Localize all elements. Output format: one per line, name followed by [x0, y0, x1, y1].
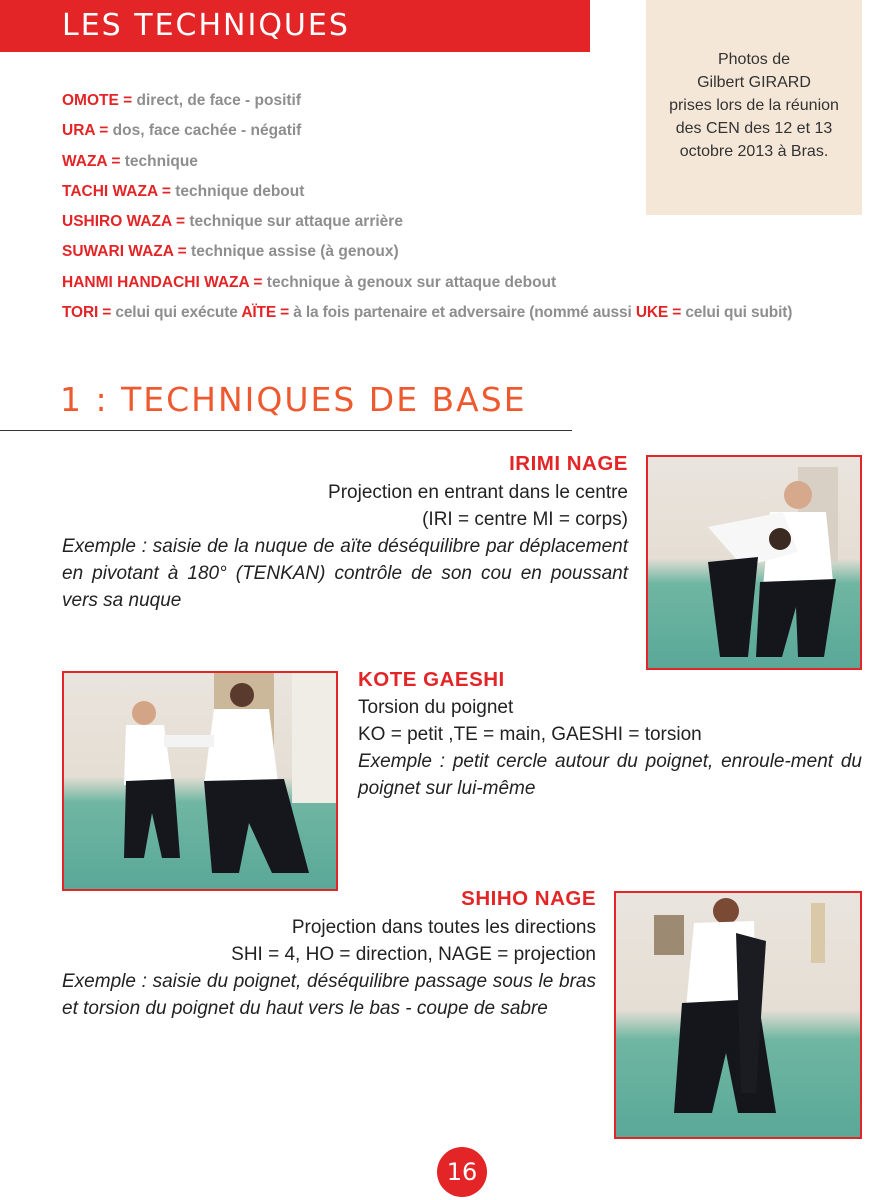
glossary-item — [62, 88, 872, 118]
glossary-definition: technique sur attaque arrière — [185, 213, 403, 231]
technique-translation: Torsion du poignet — [358, 697, 514, 718]
glossary-term: UKE = — [635, 304, 682, 322]
glossary-term: URA = — [62, 122, 109, 140]
section-title: 1 : TECHNIQUES DE BASE — [60, 380, 527, 419]
glossary-item — [62, 118, 872, 148]
page-number-badge: 16 — [437, 1147, 487, 1197]
technique-example: Exemple : saisie de la nuque de aïte déséquilibre par déplacement en pivotant à 180° (TENKAN) contrôle de son cou en poussant vers sa nuque — [62, 536, 628, 611]
glossary-item — [62, 209, 872, 239]
credit-line: octobre 2013 à Bras. — [679, 143, 829, 160]
glossary-term: USHIRO WAZA = — [62, 213, 186, 231]
photo-kote-gaeshi — [62, 671, 338, 891]
glossary-definition: technique debout — [170, 182, 305, 200]
glossary-term: HANMI HANDACHI WAZA = — [62, 273, 263, 291]
glossary-item — [62, 149, 872, 179]
glossary-term: TORI = — [62, 304, 112, 322]
glossary-item — [62, 179, 872, 209]
glossary-term: TACHI WAZA = — [62, 182, 171, 200]
glossary-term: WAZA = — [62, 152, 121, 170]
photo-irimi-nage — [646, 455, 862, 670]
glossary-item — [62, 300, 872, 330]
technique-etymology: SHI = 4, HO = direction, NAGE = projection — [231, 944, 596, 965]
glossary-definition: technique — [120, 152, 198, 170]
glossary-item — [62, 270, 872, 300]
technique-name-kote-gaeshi: KOTE GAESHI — [358, 668, 505, 691]
technique-name-shiho-nage: SHIHO NAGE — [461, 887, 596, 910]
glossary-item — [62, 239, 872, 269]
credit-line: Gilbert GIRARD — [697, 74, 811, 91]
credit-line: des CEN des 12 et 13 — [675, 120, 833, 137]
glossary-definition: dos, face cachée - négatif — [108, 122, 302, 140]
page-title: LES TECHNIQUES — [62, 8, 350, 43]
technique-example: Exemple : petit cercle autour du poignet, enroule-ment du poignet sur lui-même — [358, 751, 862, 799]
glossary-term: SUWARI WAZA = — [62, 243, 187, 261]
glossary-term: AÏTE = — [241, 304, 290, 322]
technique-etymology: KO = petit ,TE = main, GAESHI = torsion — [358, 724, 702, 745]
glossary-list — [62, 88, 872, 330]
technique-translation: Projection en entrant dans le centre — [328, 482, 628, 503]
glossary-definition: celui qui subit) — [681, 304, 793, 322]
technique-example: Exemple : saisie du poignet, déséquilibre passage sous le bras et torsion du poignet du haut vers le bas - coupe de sabre — [62, 971, 596, 1019]
credit-line: Photos de — [717, 51, 791, 68]
glossary-definition: à la fois partenaire et adversaire (nommé aussi — [289, 304, 636, 322]
technique-name-irimi-nage: IRIMI NAGE — [509, 452, 628, 475]
section-divider — [0, 430, 572, 431]
photo-shiho-nage — [614, 891, 862, 1139]
credit-line: prises lors de la réunion — [669, 97, 839, 114]
glossary-definition: celui qui exécute — [111, 304, 242, 322]
technique-etymology: (IRI = centre MI = corps) — [422, 509, 628, 530]
technique-translation: Projection dans toutes les directions — [291, 917, 596, 938]
glossary-definition: technique assise (à genoux) — [186, 243, 399, 261]
glossary-term: OMOTE = — [62, 92, 133, 109]
glossary-definition: direct, de face - positif — [132, 92, 302, 109]
glossary-definition: technique à genoux sur attaque debout — [262, 273, 557, 291]
